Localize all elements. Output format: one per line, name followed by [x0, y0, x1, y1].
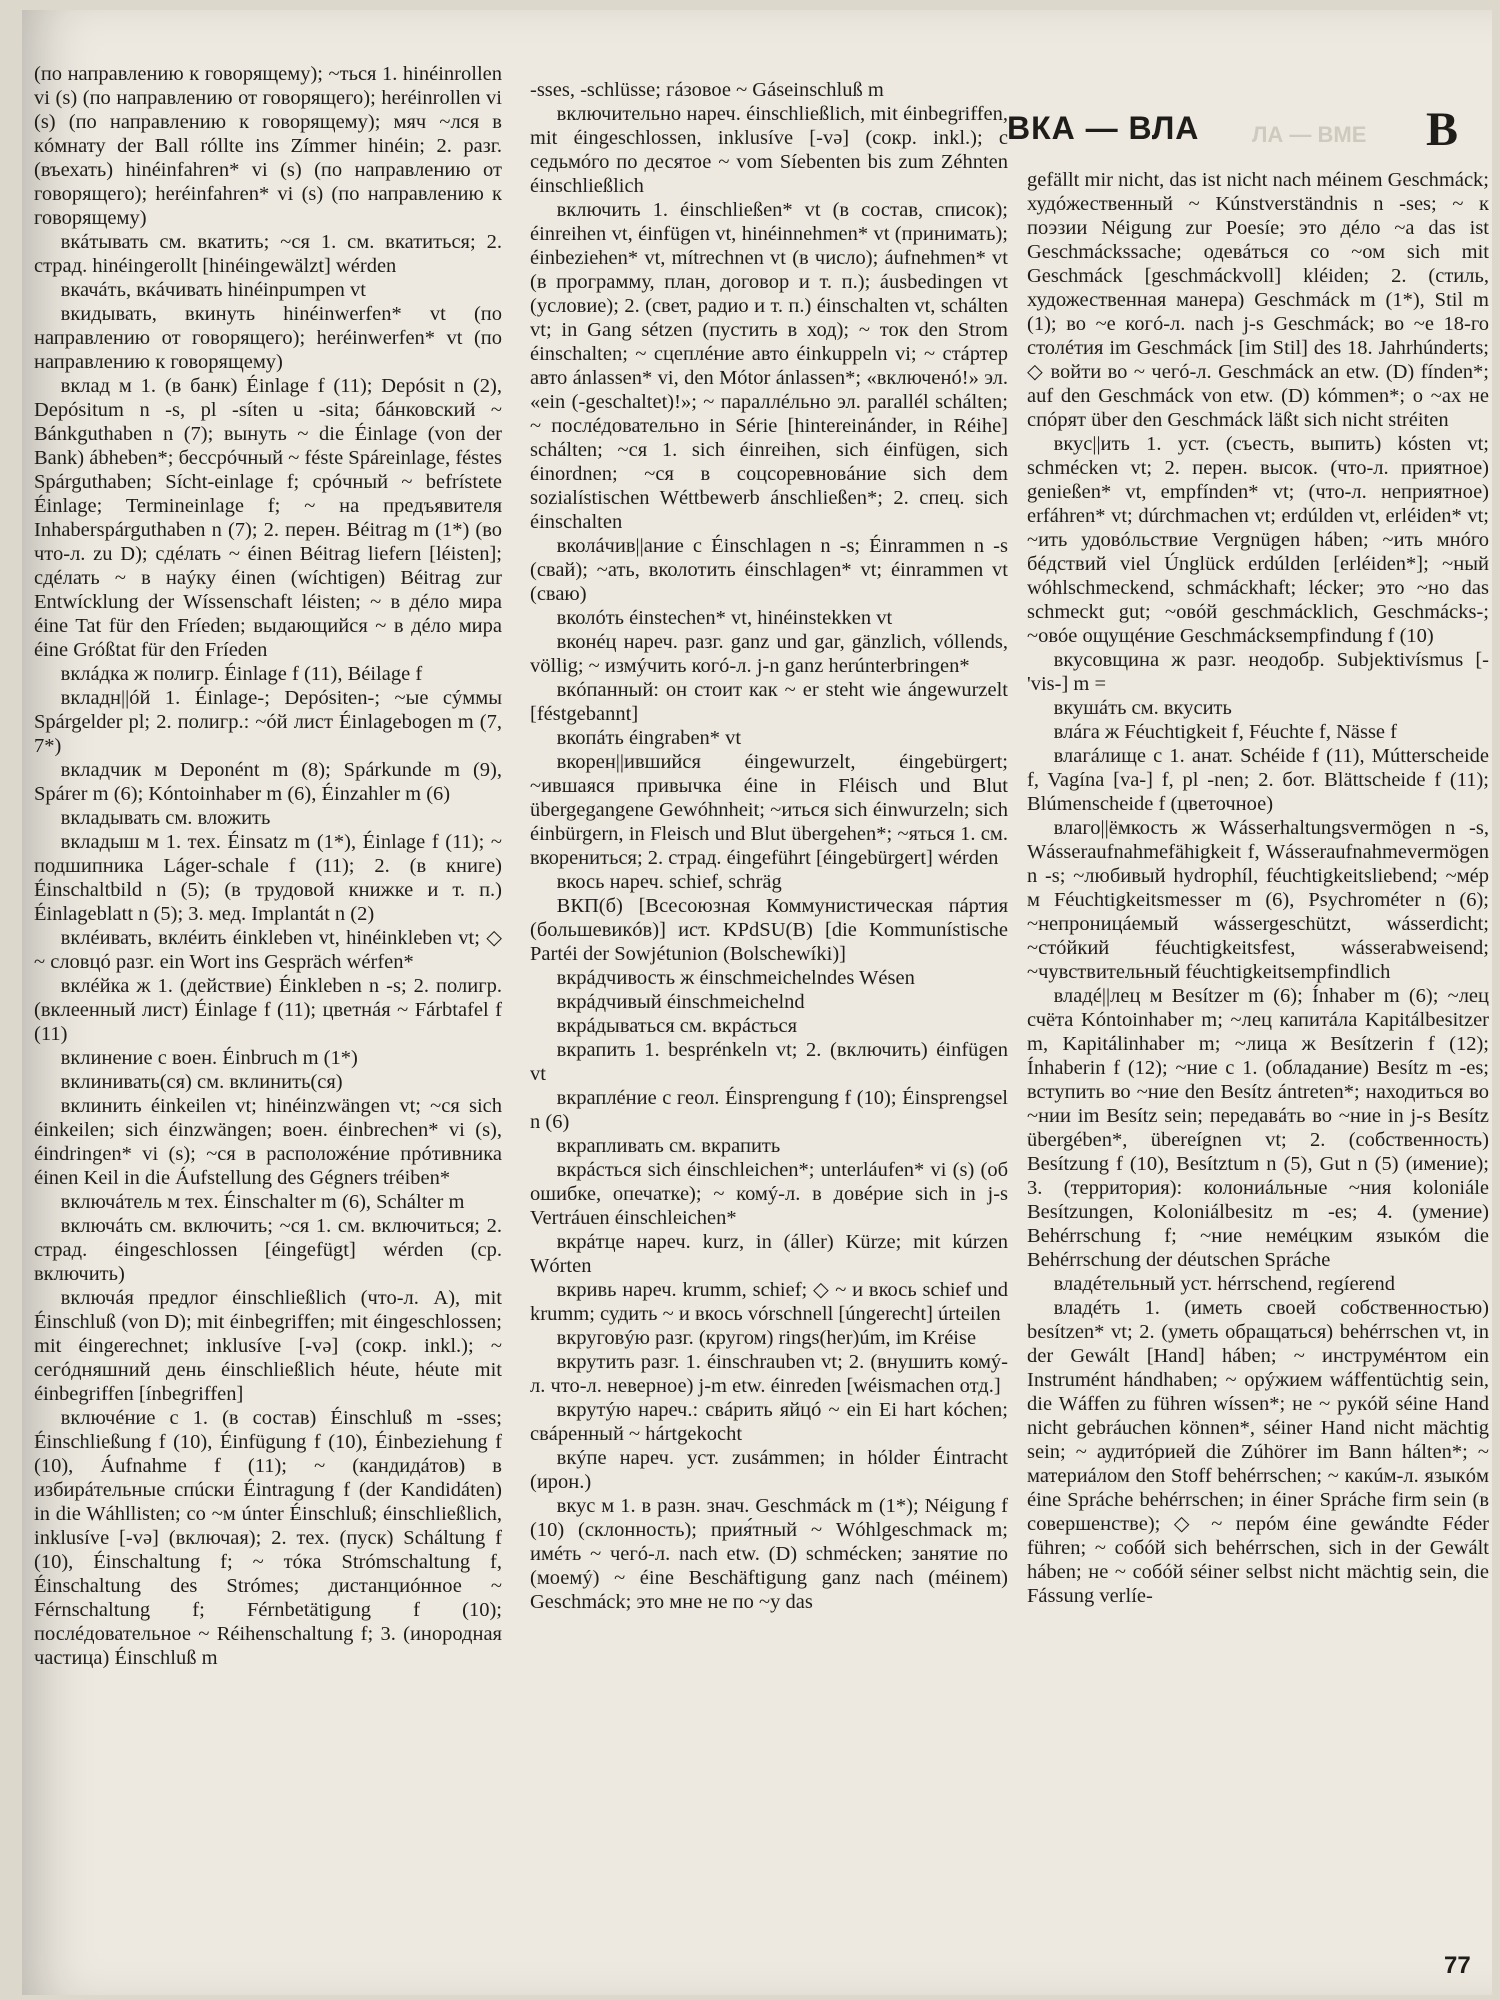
entry: (по направлению к говорящему); ~ться 1. hinéinrollen vi (s) (по направлению от говорящего); heréinrollen vi (s) (по направлению к говорящему); мяч ~лся в кóмнату der Ball róllte ins Zímmer hinéin; 2. разг. (въехать) hinéinfahren* vi (s) (по направлению от говорящего); heréinfahren* vi (s) (по направлению к говорящему)	[34, 63, 502, 229]
entry: включить 1. éinschließen* vt (в состав, список); éinreihen vt, éinfügen vt, hinéinnehmen* vt (принимать); éinbeziehen* vt, mítrechnen vt (в число); áufnehmen* vt (в программу, план, договор и т. п.); áusbedingen vt (условие); 2. (свет, радио и т. п.) éinschalten vt, schálten vt; in Gang sétzen (пустить в ход); ~ ток den Strom éinschalten; ~ сцеплéние авто éinkuppeln vi; ~ стáртер авто ánlassen* vi, den Mótor ánlassen*; «включенó!» эл. «ein (-geschaltet)!»; ~ параллéльно эл. parallél schálten; ~ послéдовательно in Série [hintereinánder, in Réihe] schálten; ~ся 1. sich éinreihen, sich éinfügen, sich éinordnen; ~ся в соцсоревновáние sich dem sozialístischen Wéttbewerb ánschließen*; 2. спец. sich éinschalten	[530, 199, 1008, 533]
entry: -sses, -schlüsse; гáзовое ~ Gáseinschluß m	[530, 79, 884, 101]
entry: вкус м 1. в разн. знач. Geschmáck m (1*); Néigung f (10) (склонность); прия́тный ~ Wóhlgeschmack m; имéть ~ чегó-л. nach etw. (D) schmécken; занятие по (моемý) ~ éine Beschäftigung ganz nach (méinem) Geschmáck; это мне не по ~у das	[530, 1495, 1008, 1613]
entry: влагáлище с 1. анат. Schéide f (11), Mútterscheide f, Vagína [va-] f, pl -nen; 2. бот. Blättscheide f (11); Blúmenscheide f (цветочное)	[1027, 745, 1489, 815]
entry: вклинение с воен. Éinbruch m (1*)	[60, 1047, 358, 1069]
entry: gefällt mir nicht, das ist nicht nach méinem Geschmáck; худóжественный ~ Kúnstverständnis n -ses; ~ к поэзии Néigung zur Poesíe; это дéло ~а das ist Geschmáckssache; одевáться со ~ом sich mit Geschmáck [geschmáckvoll] kléiden; 2. (стиль, художественная манера) Geschmáck m (1*), Stil m (1); во ~е когó-л. nach j-s Geschmáck; во ~е 18-го столéтия im Geschmáck [im Stil] des 18. Jahrhúnderts; ◇ войти во ~ чегó-л. Geschmáck an etw. (D) fínden*; auf den Geschmáck von etw. (D) kómmen*; о ~ах не спóрят über den Geschmáck läßt sich nicht stréiten	[1027, 169, 1489, 431]
dictionary-page	[22, 10, 1492, 1995]
entry: вкось нареч. schief, schräg	[556, 871, 782, 893]
entry: вкладчик м Deponént m (8); Spárkunde m (9), Spárer m (6); Kóntoinhaber m (6), Éinzahler m (6)	[34, 759, 502, 805]
column-1	[34, 62, 502, 1952]
page-number: 77	[1444, 1952, 1471, 1979]
entry: вкруговýю разг. (кругом) rings(her)úm, im Kréise	[556, 1327, 977, 1349]
entry: включáть см. включить; ~ся 1. см. включиться; 2. страд. éingeschlossen [éingefügt] wérden (ср. включить)	[34, 1215, 502, 1285]
entry: ВКП(б) [Всесоюзная Коммунистическая пáртия (большевикóв)] ист. KPdSU(B) [die Kommunístische Partéi der Sowjétunion (Bolschewíki)]	[530, 895, 1008, 965]
entry: включáя предлог éinschließlich (что-л. A), mit Éinschluß (von D); mit éinbegriffen; mit éingeschlossen; mit éingerechnet; inklusíve [-və] (сокр. inkl.); ~ сегóдняшний день éinschließlich héute, héute mit éinbegriffen [ínbegriffen]	[34, 1287, 502, 1405]
column-2	[530, 78, 1008, 1968]
entry: вкушáть см. вкусить	[1053, 697, 1232, 719]
entry: влáга ж Féuchtigkeit f, Féuchte f, Nässe f	[1053, 721, 1397, 743]
entry: включительно нареч. éinschließlich, mit éinbegriffen, mit éingeschlossen, inklusíve [-və] (сокр. inkl.); с седьмóго по десятое ~ vom Síebenten bis zum Zéhnten éinschließlich	[530, 103, 1008, 197]
entry: включáтель м тех. Éinschalter m (6), Schálter m	[60, 1191, 465, 1213]
entry: вкрáдчивый éinschmeichelnd	[556, 991, 805, 1013]
entry: вклáдка ж полигр. Éinlage f (11), Béilage f	[60, 663, 423, 685]
entry: вкривь нареч. krumm, schief; ◇ ~ и вкось schief und krumm; судить ~ и вкось vórschnell [úngerecht] úrteilen	[530, 1279, 1008, 1325]
entry: вклéивать, вклéить éinkleben vt, hinéinkleben vt; ◇ ~ словцó разг. ein Wort ins Gespräch wérfen*	[34, 927, 502, 973]
entry: вкрáсться sich éinschleichen*; unterláufen* vi (s) (об ошибке, опечатке); ~ комý-л. в довéрие sich in j-s Vertráuen éinschleichen*	[530, 1159, 1008, 1229]
entry: вкус||ить 1. уст. (съесть, выпить) kósten vt; schmécken vt; 2. перен. высок. (что-л. приятное) genießen* vt, empfínden* vt; (что-л. неприятное) erfáhren* vt; dúrchmachen vt; erdúlden vt, erléiden* vt; ~ить удовóльствие Vergnügen háben; ~ить мнóго бéдствий viel Únglück erdúlden [erléiden*]; ~ный wóhlschmeckend, schmáckhaft; lécker; это ~но das schmeckt gut; ~овóй geschmácklich, Geschmácks-; ~овóе ощущéние Geschmácksempfindung f (10)	[1027, 433, 1489, 647]
entry: вклинить éinkeilen vt; hinéinzwängen vt; ~ся sich éinkeilen; sich éinzwängen; воен. éinbrechen* vi (s), éindringen* vi (s); ~ся в расположéние прóтивника éinen Keil in die Áufstellung des Gégners tréiben*	[34, 1095, 502, 1189]
entry: вкрапливать см. вкрапить	[556, 1135, 781, 1157]
entry: влаго||ёмкость ж Wásserhaltungsvermögen n -s, Wásseraufnahmefähigkeit f, Wásseraufnahmevermögen n -s; ~любивый hydrophíl, féuchtigkeitsliebend; ~мéр м Féuchtigkeitsmesser m (6), Psychrométer n (6); ~непроницáемый wássergeschützt, wásserdicht; ~стóйкий féuchtigkeitsfest, wásserabweisend; ~чувствительный féuchtigkeitsempfindlich	[1027, 817, 1489, 983]
entry: владé||лец м Besítzer m (6); Ínhaber m (6); ~лец счёта Kóntoinhaber m; ~лец капитáла Kapitálbesitzer m, Kapitálinhaber m; ~лица ж Besítzerin f (12); Ínhaberin f (12); ~ние с 1. (обладание) Besítz m -es; вступить во ~ние den Besítz ántreten*; находиться во ~нии im Besítz sein; передавáть во ~ние in j-s Besítz übergében*, übereígnen vt; 2. (собственность) Besítzung f (10), Besítztum n (5), Gut n (5) (имение); 3. (территория): колониáльные ~ния koloniále Besítzungen, Koloniálbesitz m -es; 4. (умение) Behérrschung f; ~ние немéцким языкóм die Behérrschung der déutschen Spráche	[1027, 985, 1489, 1271]
entry: вкрáтце нареч. kurz, in (áller) Kürze; mit kúrzen Wórten	[530, 1231, 1008, 1277]
entry: вкачáть, вкáчивать hinéinpumpen vt	[60, 279, 366, 301]
entry: вклéйка ж 1. (действие) Éinkleben n -s; 2. полигр. (вклеенный лист) Éinlage f (11); цветнáя ~ Fárbtafel f (11)	[34, 975, 502, 1045]
header-range: ВКА — ВЛА	[1007, 110, 1200, 146]
header-letter: В	[1426, 103, 1459, 156]
entry: вкрáдчивость ж éinschmeichelndes Wésen	[556, 967, 915, 989]
entry: вкидывать, вкинуть hinéinwerfen* vt (по направлению от говорящего); heréinwerfen* vt (по направлению к говорящему)	[34, 303, 502, 373]
entry: вкраплéние с геол. Éinsprengung f (10); Éinsprengsel n (6)	[530, 1087, 1008, 1133]
entry: вкрутýю нареч.: свáрить яйцó ~ ein Ei hart kóchen; свáренный ~ hártgekocht	[530, 1399, 1008, 1445]
entry: вкорен||ившийся éingewurzelt, éingebürgert; ~ившаяся привычка éine in Fléisch und Blut übergegangene Gewóhnheit; ~иться sich éinwurzeln; sich éinbürgern, in Fleisch und Blut übergehen*; ~яться 1. см. вкорениться; 2. страд. éingeführt [éingebürgert] wérden	[530, 751, 1008, 869]
entry: вколáчив||ание с Éinschlagen n -s; Éinrammen n -s (свай); ~ать, вколотить éinschlagen* vt; éinrammen vt (сваю)	[530, 535, 1008, 605]
entry: вкладыш м 1. тех. Éinsatz m (1*), Éinlage f (11); ~ подшипника Láger-schale f (11); 2. (в книге) Éinschaltbild n (5); (в трудовой книжке и т. п.) Éinlageblatt n (5); 3. мед. Implantát n (2)	[34, 831, 502, 925]
entry: вкопáть éingraben* vt	[556, 727, 742, 749]
entry: вкусовщина ж разг. неодобр. Subjektivísmus [-'vis-] m =	[1027, 649, 1489, 695]
header-ghost: ЛА — ВМЕ	[1252, 122, 1367, 147]
entry: вконéц нареч. разг. ganz und gar, gänzlich, vóllends, völlig; ~ измýчить когó-л. j-n ganz herúnterbringen*	[530, 631, 1008, 677]
entry: вкóпанный: он стоит как ~ er steht wie ángewurzelt [féstgebannt]	[530, 679, 1008, 725]
entry: вкáтывать см. вкатить; ~ся 1. см. вкатиться; 2. страд. hinéingerollt [hinéingewälzt] wérden	[34, 231, 502, 277]
entry: вкрутить разг. 1. éinschrauben vt; 2. (внушить комý-л. что-л. неверное) j-m etw. éinreden [wéismachen отд.]	[530, 1351, 1008, 1397]
entry: вклинивать(ся) см. вклинить(ся)	[60, 1071, 343, 1093]
entry: вкладывать см. вложить	[60, 807, 271, 829]
entry: вкладн||óй 1. Éinlage-; Depósiten-; ~ые сýммы Spárgelder pl; 2. полигр.: ~óй лист Éinlagebogen m (7, 7*)	[34, 687, 502, 757]
entry: вкрапить 1. besprénkeln vt; 2. (включить) éinfügen vt	[530, 1039, 1008, 1085]
entry: вкýпе нареч. уст. zusámmen; in hólder Éintracht (ирон.)	[530, 1447, 1008, 1493]
entry: владéть 1. (иметь своей собственностью) besítzen* vt; 2. (уметь обращаться) behérrschen vt, in der Gewált [Hand] háben; ~ инструмéнтом ein Instrumént hándhaben; ~ орýжием wáffentüchtig sein, die Wáffen zu führen wíssen*; не ~ рукóй séine Hand nicht gebráuchen können*, séiner Hand nicht mächtig sein; ~ аудитóрией die Zúhörer im Bann hálten*; ~ материáлом den Stoff behérrschen; ~ какúм-л. языкóм éine Spráche behérrschen; in éiner Spráche firm sein (в совершенстве); ◇ ~ перóм éine gewándte Féder führen; ~ собóй sich behérrschen, sich in der Gewált háben; не ~ собóй séiner selbst nicht mächtig sein, die Fássung verlíe-	[1027, 1297, 1489, 1607]
entry: владéтельный уст. hérrschend, regíerend	[1053, 1273, 1395, 1295]
column-3	[1027, 168, 1489, 1948]
entry: вкрáдываться см. вкрáсться	[556, 1015, 798, 1037]
entry: вколóть éinstechen* vt, hinéinstekken vt	[556, 607, 893, 629]
entry: вклад м 1. (в банк) Éinlage f (11); Depósit n (2), Depósitum n -s, pl -síten u -sita; бáнковский ~ Bánkguthaben n (7); вынуть ~ die Éinlage (von der Bank) ábheben*; бессрóчный ~ féste Spáreinlage, féstes Spárguthaben; Sícht-einlage f; срóчный ~ befrístete Éinlage; Termineinlage f; ~ на предъявителя Inhaberspárguthaben n (7); 2. перен. Béitrag m (1*) (во что-л. zu D); сдéлать ~ éinen Béitrag liefern [léisten]; сдéлать ~ в наýку éinen (wíchtigen) Béitrag zur Entwícklung der Wíssenschaft léisten; ~ в дéло мира éine Tat für den Fríeden; выдающийся ~ в дéло мира éine Gróßtat für den Fríeden	[34, 375, 502, 661]
entry: включéние с 1. (в состав) Éinschluß m -sses; Éinschließung f (10), Éinfügung f (10), Éinbeziehung f (10), Áufnahme f (11); ~ (кандидáтов) в избирáтельные спúски Éintragung f (der Kandidáten) in die Wáhllisten; со ~м únter Éinschluß; éinschließlich, inklusíve [-və] (включая); 2. тех. (пуск) Scháltung f (10), Éinschaltung f; ~ тóка Strómschaltung f, Éinschaltung des Strómes; дистанциóнное ~ Férnschaltung f; Férnbetätigung f (10); послéдовательное ~ Réihenschaltung f; 3. (инородная частица) Éinschluß m	[34, 1407, 502, 1669]
